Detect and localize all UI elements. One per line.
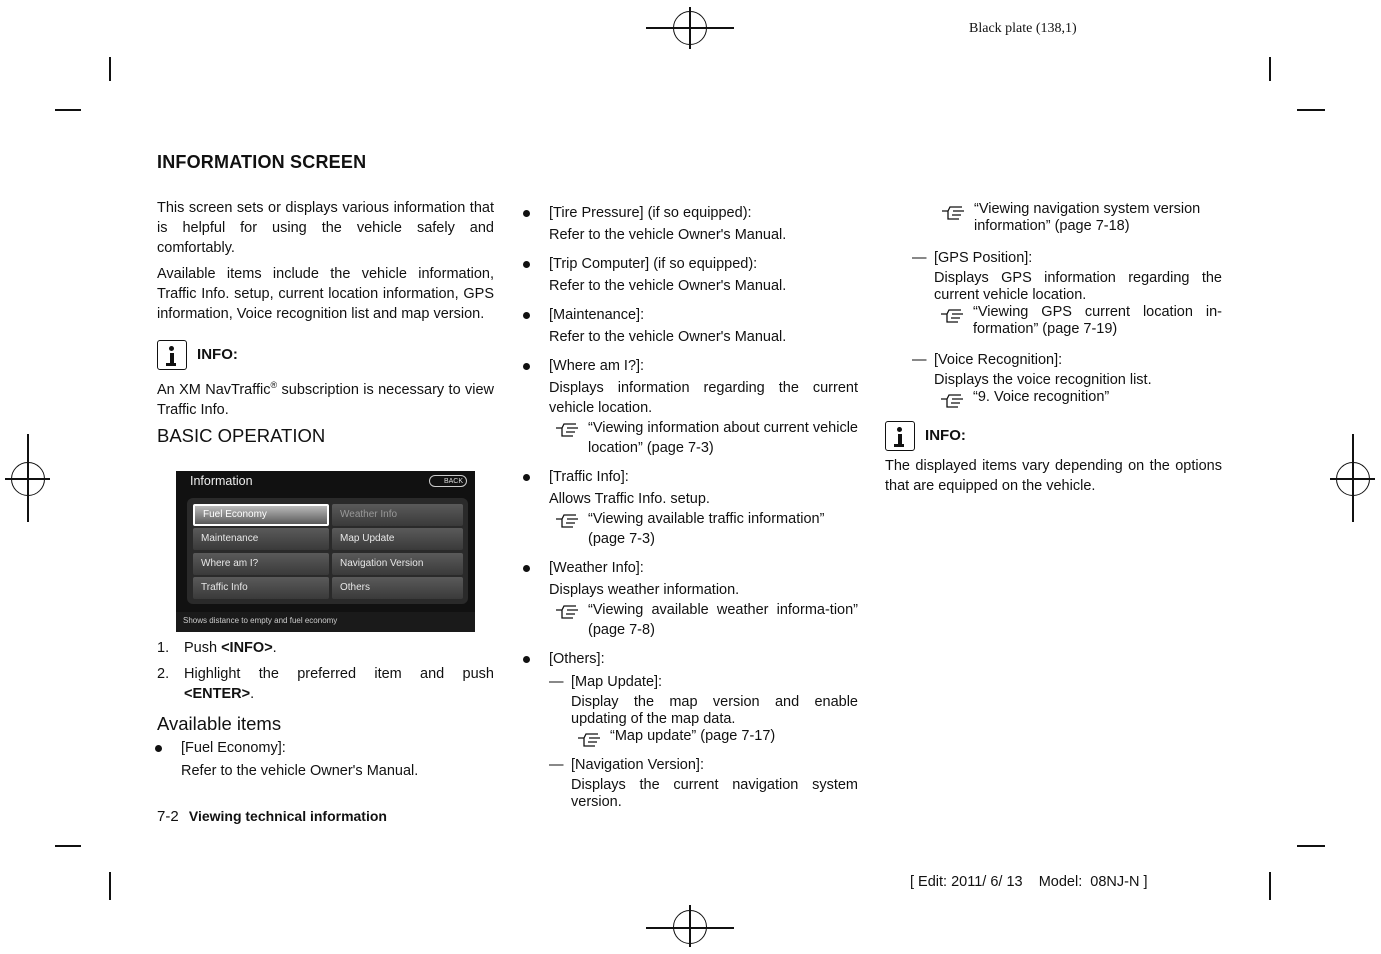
step-item: 2. Highlight the preferred item and push: [157, 666, 494, 682]
plate-label: Black plate (138,1): [969, 21, 1077, 36]
pointing-hand-icon: [555, 420, 581, 438]
crop-mark: [55, 845, 81, 847]
info-icon: [885, 421, 915, 451]
registration-circle: [673, 910, 707, 944]
sub-item: — [GPS Position]: Displays GPS information regarding the current vehicle location. “Viewing GPS current location in-formation” (page 7-19): [912, 250, 1222, 337]
info-label: INFO:: [925, 427, 966, 444]
section-heading: BASIC OPERATION: [157, 424, 326, 446]
list-item: [Where am I?]: Displays information regarding the current vehicle location. “Viewing information about current vehicle location” (page 7-3): [525, 356, 858, 458]
menu-where-am-i[interactable]: Where am I?: [193, 553, 329, 575]
intro-paragraph: This screen sets or displays various information that is helpful for using the vehicle safely and comfortably.: [157, 200, 494, 256]
pointing-hand-icon: [941, 203, 967, 221]
pointing-hand-icon: [555, 511, 581, 529]
info-text: The displayed items vary depending on the options that are equipped on the vehicle.: [885, 458, 1222, 494]
menu-fuel-economy[interactable]: Fuel Economy: [193, 504, 329, 526]
menu-maintenance[interactable]: Maintenance: [193, 528, 329, 550]
registration-circle: [11, 462, 45, 496]
column-2: [525, 203, 858, 817]
menu-navigation-version[interactable]: Navigation Version: [332, 553, 463, 575]
crop-mark: [109, 57, 111, 81]
crop-mark: [1297, 845, 1325, 847]
sub-item: — [Map Update]: Display the map version and enable updating of the map data. “Map update” (page 7-17): [549, 672, 858, 745]
intro-paragraph: Available items include the vehicle information, Traffic Info. setup, current location information, GPS information, Voice recognition list and map version.: [157, 266, 494, 322]
crop-mark: [55, 109, 81, 111]
pointing-hand-icon: [555, 602, 581, 620]
page-title: INFORMATION SCREEN: [157, 152, 367, 172]
crop-mark: [1269, 57, 1271, 81]
column-1-lower: [157, 638, 494, 787]
menu-weather-info[interactable]: Weather Info: [332, 504, 463, 526]
column-1: [157, 152, 494, 446]
edit-line: [ Edit: 2011/ 6/ 13 Model: 08NJ-N ]: [910, 874, 1148, 890]
page-footer: 7-2 Viewing technical information: [157, 808, 387, 825]
info-icon: [157, 340, 187, 370]
sub-item: — [Voice Recognition]: Displays the voice recognition list. “9. Voice recognition”: [912, 350, 1222, 406]
step-item: 1. Push <INFO>.: [157, 640, 277, 656]
sub-item: — [Navigation Version]: Displays the current navigation system version.: [549, 757, 858, 810]
info-text: An XM NavTraffic® subscription is necessary to view Traffic Info.: [157, 380, 495, 418]
info-heading: [885, 421, 1222, 453]
menu-others[interactable]: Others: [332, 577, 463, 599]
list-item: [Traffic Info]: Allows Traffic Info. setup. “Viewing available traffic information” (page 7-3): [525, 467, 858, 549]
registration-circle: [673, 11, 707, 45]
info-heading: [157, 340, 494, 372]
crop-mark: [109, 872, 111, 900]
list-item: [Others]: — [Map Update]: Display the map version and enable updating of the map data. “Map update” (page 7-17) — [Navigation Version]: Displays the current navigation system version.: [525, 649, 858, 811]
list-item: [Maintenance]: Refer to the vehicle Owner's Manual.: [525, 305, 858, 347]
list-item: [Trip Computer] (if so equipped): Refer to the vehicle Owner's Manual.: [525, 254, 858, 296]
menu-traffic-info[interactable]: Traffic Info: [193, 577, 329, 599]
page-reference: “Map update” (page 7-17): [571, 728, 858, 745]
screen-status-bar: Shows distance to empty and fuel economy: [176, 612, 475, 632]
page-reference: “Viewing available weather informa-tion” (page 7-8): [549, 600, 858, 640]
column-3: [912, 201, 1222, 406]
info-block-2: [885, 421, 1222, 502]
list-item: [Weather Info]: Displays weather information. “Viewing available weather informa-tion” (page 7-8): [525, 558, 858, 640]
crop-mark: [1297, 109, 1325, 111]
info-label: INFO:: [197, 346, 238, 363]
info-screen-image: [176, 471, 475, 632]
list-item: [Fuel Economy]: Refer to the vehicle Owner's Manual.: [157, 738, 494, 781]
section-heading: Available items: [157, 713, 282, 734]
menu-panel: [187, 498, 468, 604]
menu-map-update[interactable]: Map Update: [332, 528, 463, 550]
registration-circle: [1336, 462, 1370, 496]
screen-title: Information: [190, 474, 253, 488]
pointing-hand-icon: [940, 306, 966, 324]
step-item-cont: <ENTER>.: [184, 686, 255, 702]
list-item: [Tire Pressure] (if so equipped): Refer to the vehicle Owner's Manual.: [525, 203, 858, 245]
crop-mark: [1269, 872, 1271, 900]
page-reference: “Viewing navigation system version information” (page 7-18): [935, 201, 1222, 235]
page-reference: “Viewing available traffic information” (page 7-3): [549, 509, 858, 549]
page-reference: “Viewing GPS current location in-formation” (page 7-19): [934, 304, 1222, 338]
pointing-hand-icon: [577, 730, 603, 748]
page-reference: “9. Voice recognition”: [934, 389, 1222, 406]
pointing-hand-icon: [940, 391, 966, 409]
page-reference: “Viewing information about current vehicle location” (page 7-3): [549, 418, 858, 458]
back-button[interactable]: BACK: [429, 475, 467, 487]
